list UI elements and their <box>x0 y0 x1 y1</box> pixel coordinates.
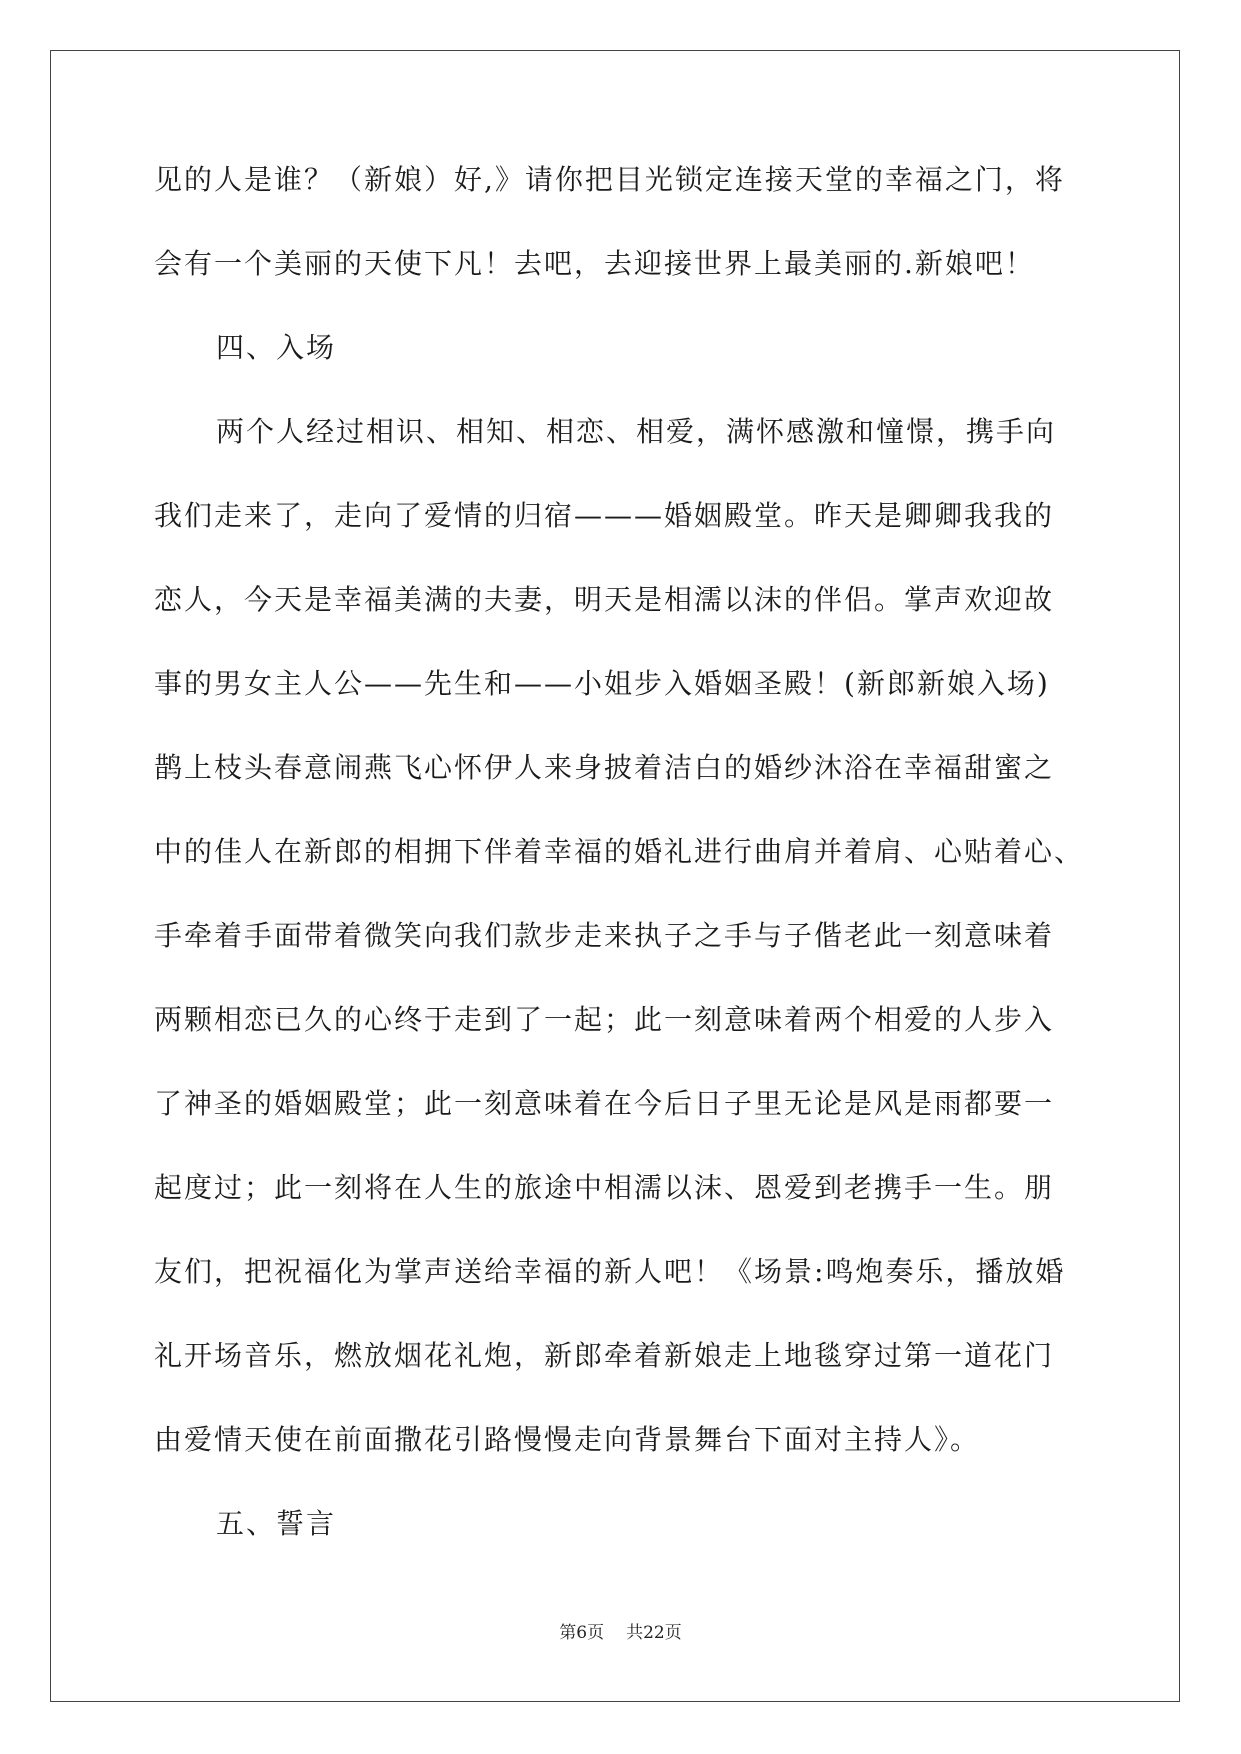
document-body <box>154 160 1089 1588</box>
text-line: 五、誓言 <box>216 1507 337 1540</box>
text-line: 两颗相恋已久的心终于走到了一起；此一刻意味着两个相爱的人步入 <box>154 1003 1055 1036</box>
page-footer <box>0 1618 1241 1643</box>
text-line: 由爱情天使在前面撒花引路慢慢走向背景舞台下面对主持人》。 <box>154 1423 981 1456</box>
text-line: 我们走来了，走向了爱情的归宿———婚姻殿堂。昨天是卿卿我我的 <box>154 499 1055 532</box>
page-total: 共22页 <box>626 1623 682 1643</box>
text-line: 手牵着手面带着微笑向我们款步走来执子之手与子偕老此一刻意味着 <box>154 919 1055 952</box>
page-number: 第6页 <box>559 1623 605 1643</box>
text-line: 两个人经过相识、相知、相恋、相爱，满怀感激和憧憬，携手向 <box>216 415 1057 448</box>
text-line: 鹊上枝头春意闹燕飞心怀伊人来身披着洁白的婚纱沐浴在幸福甜蜜之 <box>154 751 1055 784</box>
text-line: 恋人，今天是幸福美满的夫妻，明天是相濡以沫的伴侣。掌声欢迎故 <box>154 583 1055 616</box>
text-line: 友们，把祝福化为掌声送给幸福的新人吧！《场景:鸣炮奏乐，播放婚 <box>154 1255 1066 1288</box>
text-line: 起度过；此一刻将在人生的旅途中相濡以沫、恩爱到老携手一生。朋 <box>154 1171 1055 1204</box>
text-line: 见的人是谁？（新娘）好,》请你把目光锁定连接天堂的幸福之门，将 <box>154 163 1065 196</box>
text-line: 中的佳人在新郎的相拥下伴着幸福的婚礼进行曲肩并着肩、心贴着心、 <box>154 835 1085 868</box>
text-line: 会有一个美丽的天使下凡！去吧，去迎接世界上最美丽的.新娘吧！ <box>154 247 1035 280</box>
text-line: 事的男女主人公——先生和——小姐步入婚姻圣殿！(新郎新娘入场) <box>154 667 1050 700</box>
text-line: 四、入场 <box>216 331 337 364</box>
text-line: 礼开场音乐，燃放烟花礼炮，新郎牵着新娘走上地毯穿过第一道花门 <box>154 1339 1055 1372</box>
text-line: 了神圣的婚姻殿堂；此一刻意味着在今后日子里无论是风是雨都要一 <box>154 1087 1055 1120</box>
